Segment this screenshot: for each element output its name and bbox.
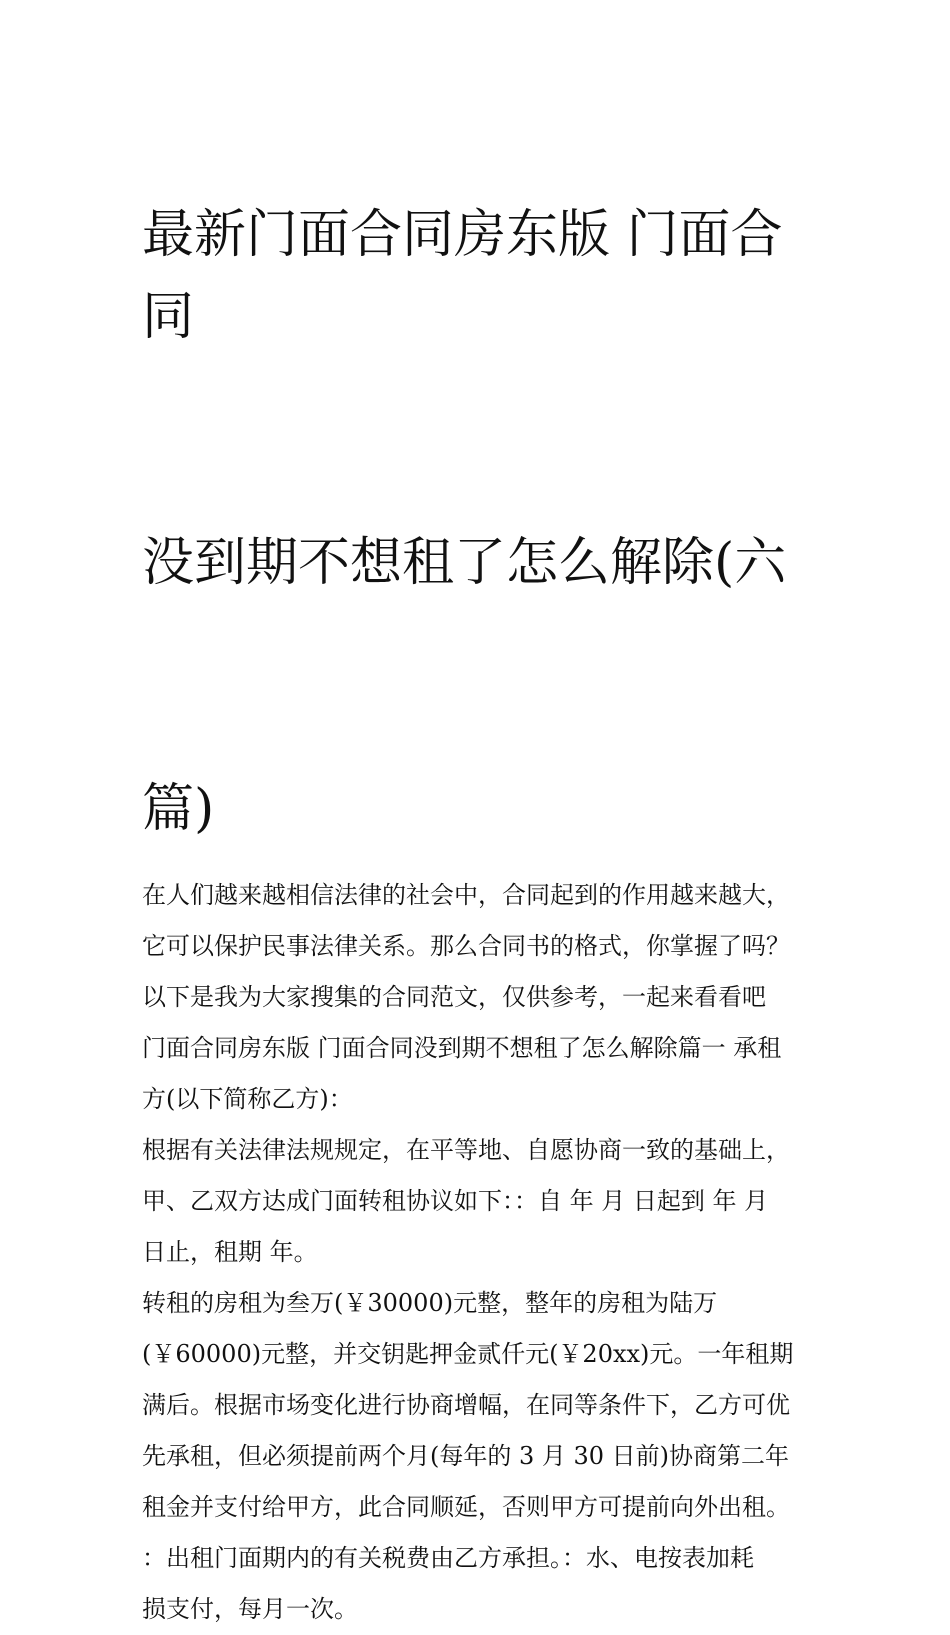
title-line: 篇) [142, 779, 215, 839]
body-line: 方(以下简称乙方)： [142, 1085, 353, 1113]
body-line: 先承租，但必须提前两个月(每年的 3 月 30 日前)协商第二年 [142, 1442, 790, 1470]
document-page [142, 112, 822, 1635]
document-title [142, 112, 822, 850]
body-line: 在人们越来越相信法律的社会中，合同起到的作用越来越大， [142, 881, 790, 909]
title-line: 最新门面合同房东版 门面合同 [142, 205, 783, 347]
body-line: 门面合同房东版 门面合同没到期不想租了怎么解除篇一 承租 [142, 1034, 782, 1062]
body-line: 甲、乙双方达成门面转租协议如下：：自 年 月 日起到 年 月 [142, 1187, 769, 1215]
body-line: 满后。根据市场变化进行协商增幅，在同等条件下，乙方可优 [142, 1391, 790, 1419]
body-line: ：出租门面期内的有关税费由乙方承担。：水、电按表加耗 [142, 1544, 754, 1572]
body-line: (￥60000)元整，并交钥匙押金贰仟元(￥20xx)元。一年租期 [142, 1340, 794, 1368]
document-body [142, 870, 822, 1635]
body-line: 转租的房租为叁万(￥30000)元整，整年的房租为陆万 [142, 1289, 718, 1317]
body-line: 损支付，每月一次。 [142, 1595, 358, 1623]
body-line: 租金并支付给甲方，此合同顺延，否则甲方可提前向外出租。 [142, 1493, 790, 1521]
body-line: 根据有关法律法规规定，在平等地、自愿协商一致的基础上， [142, 1136, 790, 1164]
title-line: 没到期不想租了怎么解除(六 [142, 533, 787, 593]
body-line: 日止，租期 年。 [142, 1238, 318, 1266]
body-line: 以下是我为大家搜集的合同范文，仅供参考，一起来看看吧 [142, 983, 766, 1011]
body-line: 它可以保护民事法律关系。那么合同书的格式，你掌握了吗？ [142, 932, 790, 960]
